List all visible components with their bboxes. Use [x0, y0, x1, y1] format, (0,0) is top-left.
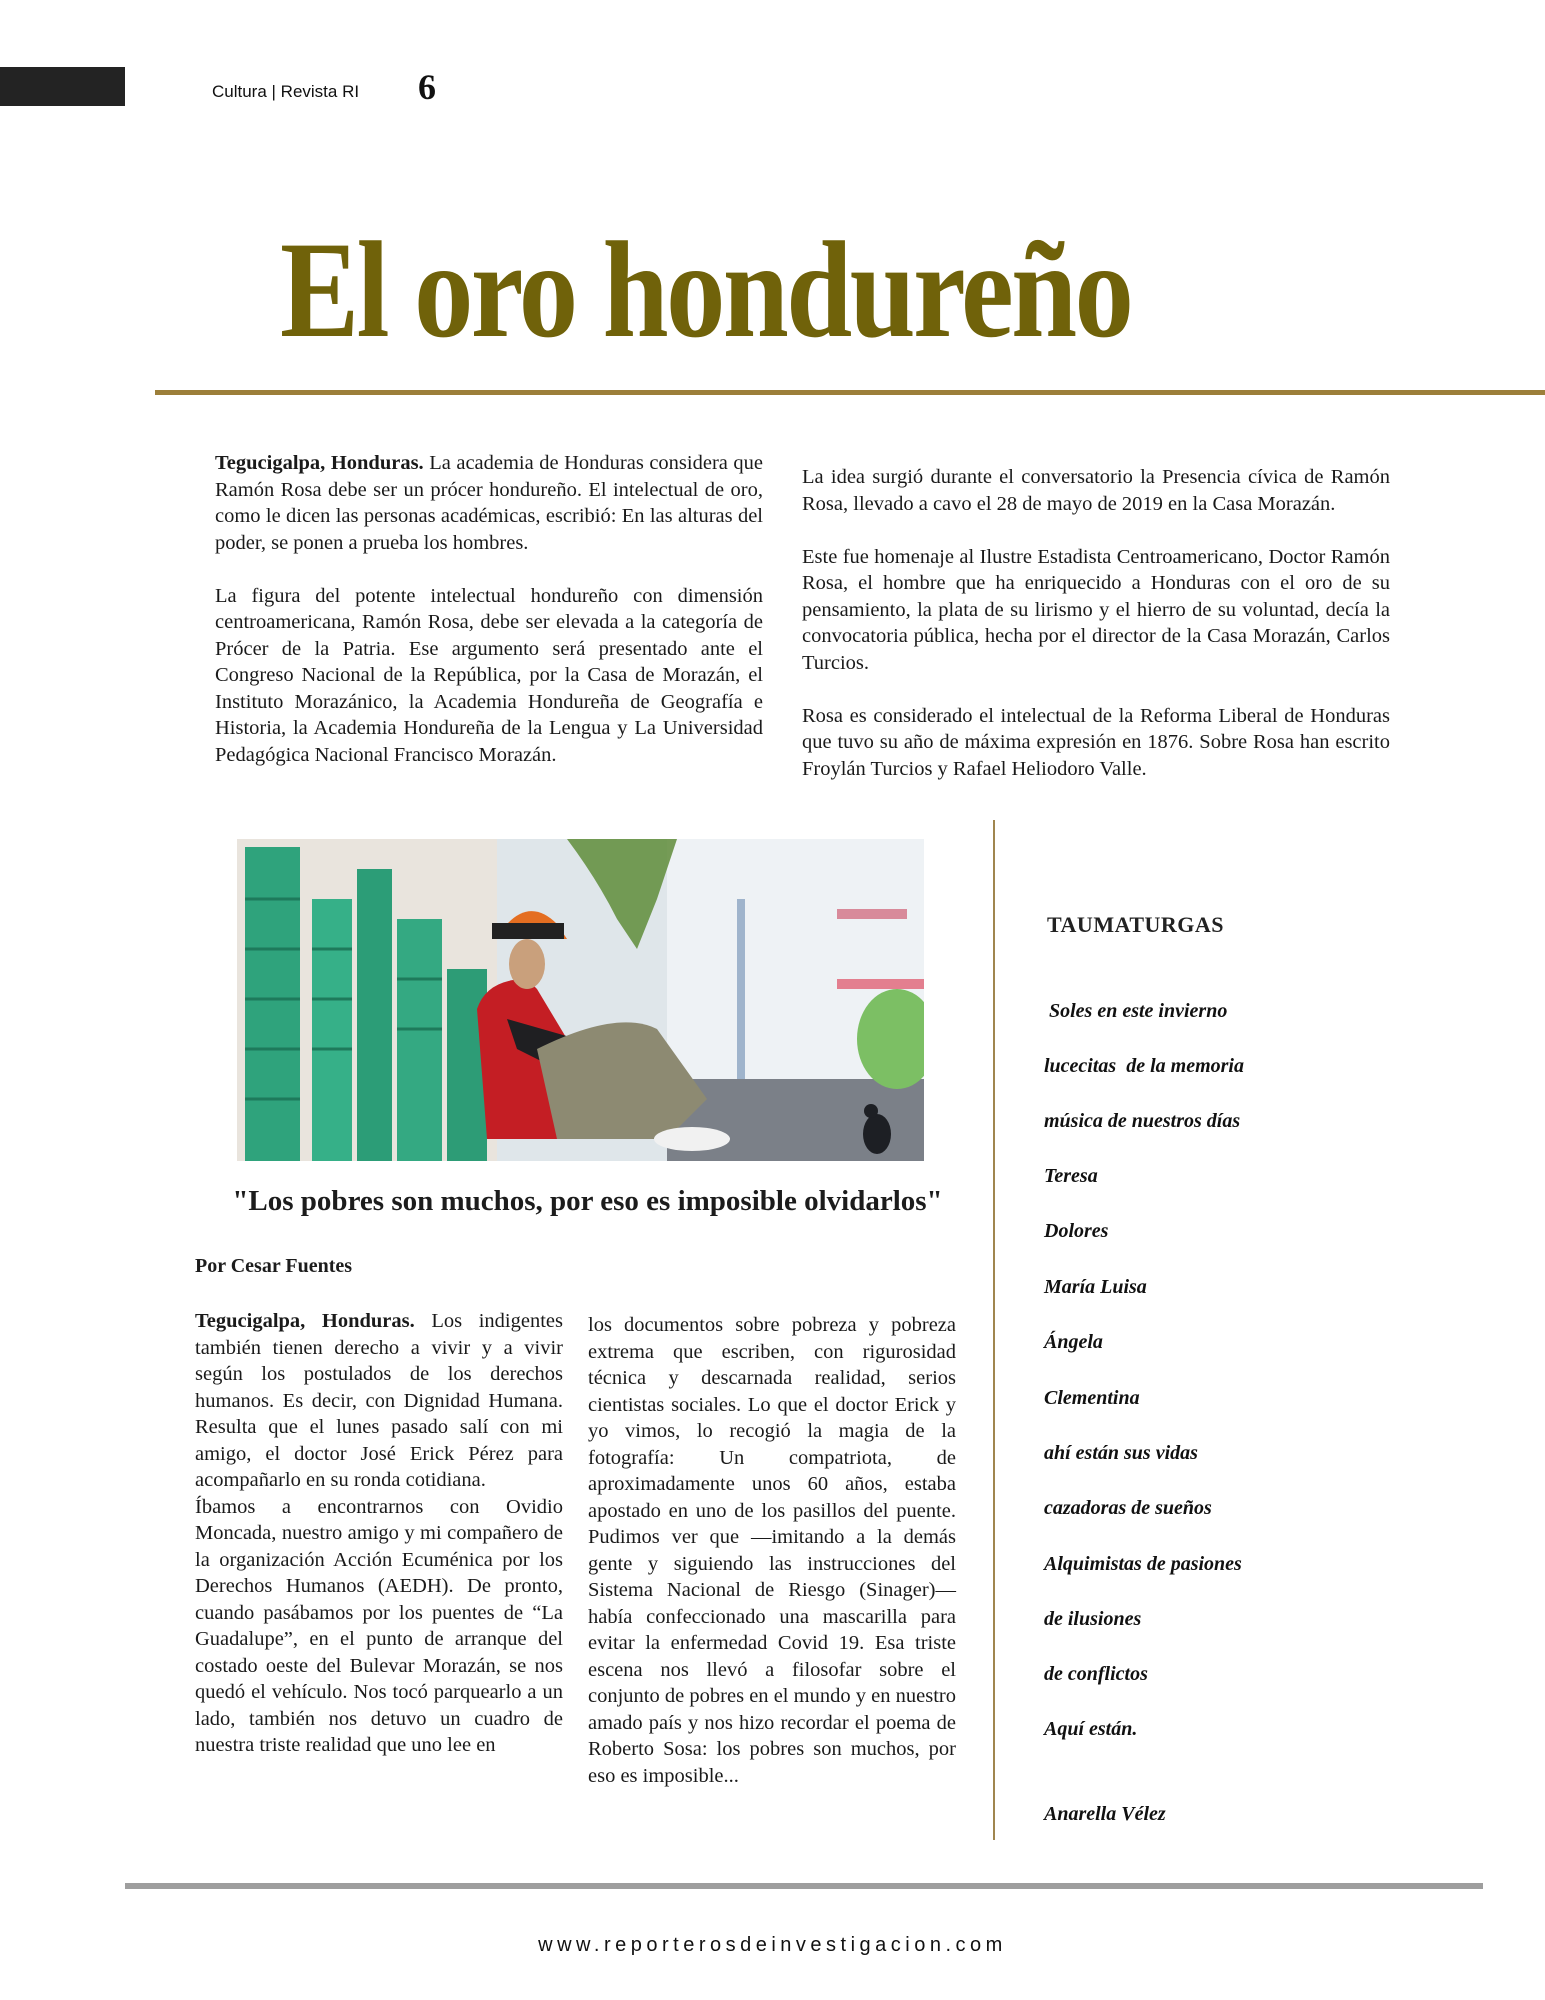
- poem-line: Teresa: [1044, 1165, 1098, 1187]
- poem-line: música de nuestros días: [1044, 1110, 1241, 1132]
- poem-line: Dolores: [1044, 1220, 1109, 1242]
- title-rule: [155, 390, 1545, 395]
- poem-line: cazadoras de sueños: [1044, 1497, 1212, 1519]
- paragraph: los documentos sobre pobreza y pobreza extrema que escriben, con rigurosidad técnica y descarnada realidad, serios cientistas sociales. Lo que el doctor Erick y yo vimos, lo recogió la magia de la fotografía: Un compatriota, de aproximadamente unos 60 años, estaba apostado en uno de los pasillos del puente. Pudimos ver que —imitando a la demás gente y siguiendo las instrucciones del Sistema Nacional de Riesgo (Sinager)— había confeccionado una mascarilla para evitar la enfermedad Covid 19. Esa triste escena nos llevó a filosofar sobre el conjunto de pobres en el mundo y en nuestro amado país y nos hizo recordar el poema de Roberto Sosa: los pobres son muchos, por eso es imposible...: [588, 1314, 956, 1787]
- poem-line: ahí están sus vidas: [1044, 1442, 1198, 1464]
- poem-line: María Luisa: [1044, 1276, 1147, 1298]
- paragraph: Este fue homenaje al Ilustre Estadista Centroamericano, Doctor Ramón Rosa, el hombre que ha enriquecido a Honduras con el oro de su pensamiento, la plata de su lirismo y el hierro de su voluntad, decía la convocatoria pública, hecha por el director de la Casa Morazán, Carlos Turcios.: [802, 545, 1390, 674]
- section-label: Cultura | Revista RI: [212, 82, 360, 101]
- footer-url[interactable]: www.reporterosdeinvestigacion.com: [538, 1934, 1007, 1956]
- paragraph-text: Los indigentes también tienen derecho a vivir y a vivir según los postulados de los derechos humanos. Es decir, con Dignidad Humana. Resulta que el lunes pasado salí con mi amigo, el doctor José Erick Pérez para acompañarlo en su ronda cotidiana.: [195, 1310, 563, 1491]
- dateline: Tegucigalpa, Honduras.: [195, 1310, 415, 1332]
- paragraph: Rosa es considerado el intelectual de la Reforma Liberal de Honduras que tuvo su año de máxima expresión en 1876. Sobre Rosa han escrito Froylán Turcios y Rafael Heliodoro Valle.: [802, 704, 1390, 780]
- paragraph: [195, 1308, 563, 1494]
- footer-rule: [125, 1883, 1483, 1889]
- paragraph: Íbamos a encontrarnos con Ovidio Moncada, nuestro amigo y mi compañero de la organización Acción Ecuménica por los Derechos Humanos (AEDH). De pronto, cuando pasábamos por los puentes de “La Guadalupe”, en el punto de arranque del costado oeste del Bulevar Morazán, se nos quedó el vehículo. Nos tocó parquearlo a un lado, también nos detuvo un cuadro de nuestra triste realidad que uno lee en: [195, 1495, 563, 1756]
- main-article-column-1: [215, 450, 763, 768]
- byline: Por Cesar Fuentes: [195, 1255, 353, 1277]
- page-number: 6: [418, 67, 436, 107]
- paragraph: [215, 450, 763, 556]
- poem-author: Anarella Vélez: [1044, 1803, 1166, 1825]
- poem-line: Soles en este invierno: [1044, 1000, 1228, 1022]
- paragraph-text: La academia de Honduras considera que Ramón Rosa debe ser un prócer hondureño. El intelectual de oro, como le dicen las personas académicas, escribió: En las alturas del poder, se ponen a prueba los hombres.: [215, 452, 763, 554]
- poem-line: Clementina: [1044, 1387, 1140, 1409]
- column-divider: [993, 820, 995, 1840]
- second-article-column-1: [195, 1308, 563, 1759]
- article-photo: [237, 839, 924, 1161]
- poem-line: Aquí están.: [1044, 1718, 1138, 1740]
- poem-line: Alquimistas de pasiones: [1044, 1553, 1242, 1575]
- second-article-column-2: [588, 1312, 956, 1789]
- poem-line: Ángela: [1044, 1331, 1103, 1353]
- poem-line: lucecitas de la memoria: [1044, 1055, 1244, 1077]
- header-black-bar: [0, 67, 125, 106]
- article-title: "Los pobres son muchos, por eso es imposible olvidarlos": [232, 1185, 943, 1217]
- poem-line: de ilusiones: [1044, 1608, 1142, 1630]
- poem-line: de conflictos: [1044, 1663, 1148, 1685]
- paragraph: La idea surgió durante el conversatorio la Presencia cívica de Ramón Rosa, llevado a cavo el 28 de mayo de 2019 en la Casa Morazán.: [802, 466, 1390, 515]
- main-article-title: El oro hondureño: [280, 213, 1132, 366]
- poem-title: TAUMATURGAS: [1047, 912, 1225, 937]
- paragraph: La figura del potente intelectual hondureño con dimensión centroamericana, Ramón Rosa, debe ser elevada a la categoría de Prócer de la Patria. Ese argumento será presentado ante el Congreso Nacional de la República, por la Casa de Morazán, el Instituto Morazánico, la Academia Hondureña de Geografía e Historia, la Academia Hondureña de la Lengua y La Universidad Pedagógica Nacional Francisco Morazán.: [215, 584, 763, 766]
- dateline: Tegucigalpa, Honduras.: [215, 452, 424, 474]
- photo-illustration: [237, 839, 924, 1161]
- main-article-column-2: [802, 464, 1390, 782]
